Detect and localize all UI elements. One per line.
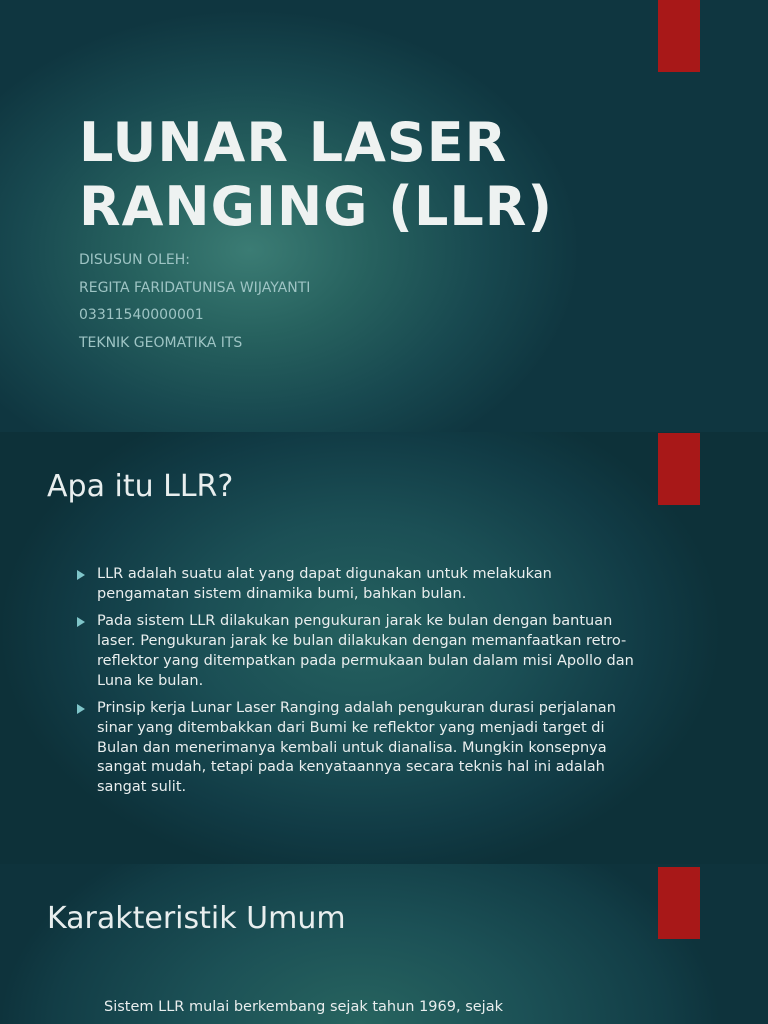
list-item-text: LLR adalah suatu alat yang dapat digunakan untuk melakukan pengamatan sistem dinamika bumi, bahkan bulan.: [97, 566, 552, 602]
author-id: 03311540000001: [79, 307, 204, 323]
author-department: TEKNIK GEOMATIKA ITS: [79, 334, 243, 351]
list-item-text: Prinsip kerja Lunar Laser Ranging adalah pengukuran durasi perjalanan sinar yang ditembakkan dari Bumi ke reflektor yang menjadi target di Bulan dan menerimanya kembali untuk dianalisa. Mungkin konsepnya sangat mudah, tetapi pada kenyataannya secara teknis hal ini adalah sangat sulit.: [97, 700, 616, 796]
triangle-bullet-icon: [77, 617, 85, 627]
author-name: REGITA FARIDATUNISA WIJAYANTI: [79, 279, 311, 296]
author-block: [79, 247, 310, 357]
list-item: [76, 699, 636, 798]
slide-apa-itu-llr: [0, 432, 768, 864]
accent-bar: [658, 0, 700, 72]
triangle-bullet-icon: [77, 570, 85, 580]
bullet-list: [76, 565, 636, 806]
list-item: [76, 612, 636, 691]
slide-title-heading: [79, 111, 553, 239]
slide-heading: Apa itu LLR?: [47, 469, 234, 504]
slide-heading: Karakteristik Umum: [47, 901, 346, 936]
title-line-2: RANGING (LLR): [79, 175, 554, 238]
slide-karakteristik-umum: [0, 864, 768, 1024]
slide-title: [0, 0, 768, 432]
slide-body-text: Sistem LLR mulai berkembang sejak tahun 1969, sejak: [104, 999, 503, 1015]
list-item-text: Pada sistem LLR dilakukan pengukuran jarak ke bulan dengan bantuan laser. Pengukuran jarak ke bulan dilakukan dengan memanfaatkan retro-reflektor yang ditempatkan pada permukaan bulan dalam misi Apollo dan Luna ke bulan.: [97, 613, 634, 689]
title-line-1: LUNAR LASER: [79, 111, 508, 174]
author-label: DISUSUN OLEH:: [79, 252, 191, 268]
triangle-bullet-icon: [77, 704, 85, 714]
accent-bar: [658, 867, 700, 939]
accent-bar: [658, 433, 700, 505]
list-item: [76, 565, 636, 604]
